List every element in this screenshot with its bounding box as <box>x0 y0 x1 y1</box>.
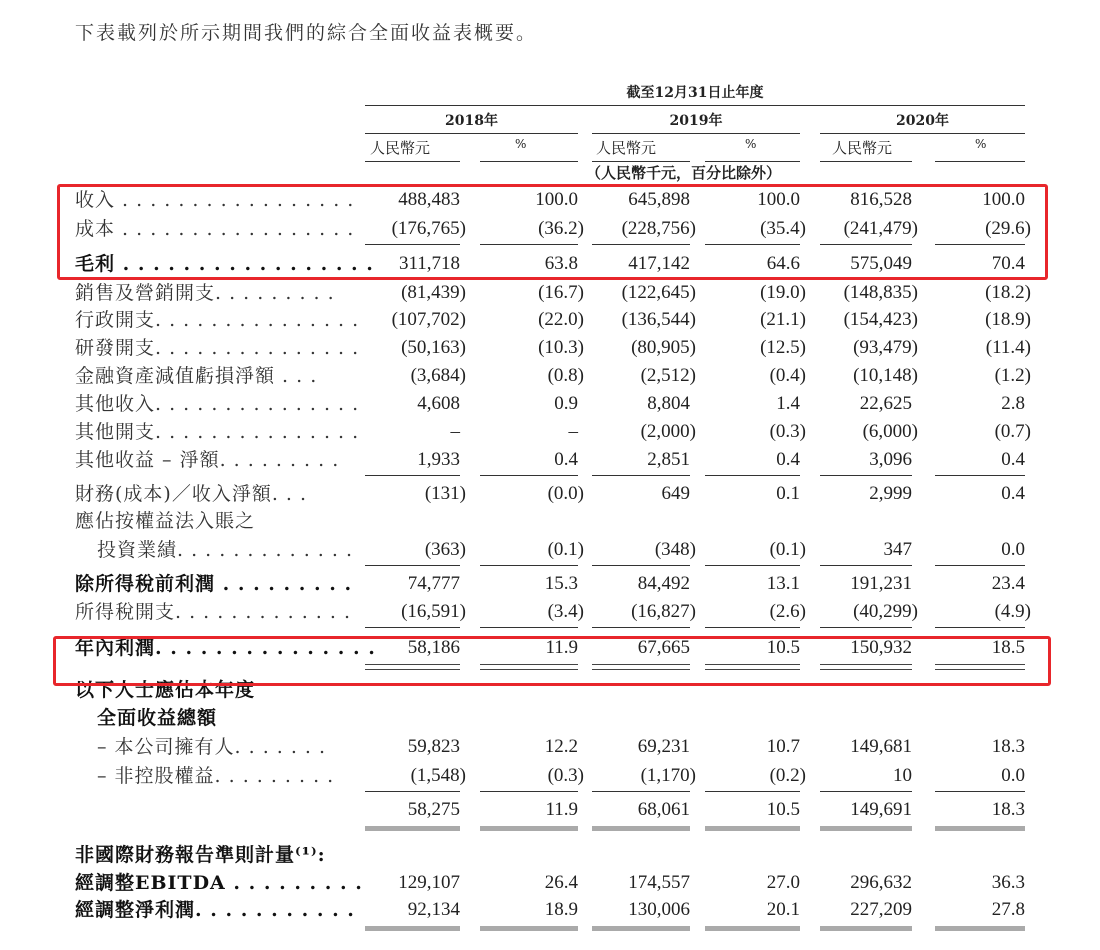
period-header: 截至12月31日止年度 <box>626 85 764 101</box>
percent-cell: (10.3) <box>538 337 584 358</box>
row-label: 其他收入. . . . . . . . . . . . . . . <box>75 393 360 415</box>
row-label: 經調整EBITDA . . . . . . . . . <box>75 872 363 894</box>
currency-2018: 人民幣元 <box>370 139 431 157</box>
percent-cell: 0.1 <box>776 483 800 504</box>
amount-cell: 645,898 <box>628 189 690 210</box>
amount-cell: 59,823 <box>407 736 460 757</box>
row-label: 收入 . . . . . . . . . . . . . . . . . <box>75 189 355 211</box>
thick-underline <box>705 926 800 931</box>
amount-cell: 130,006 <box>628 899 690 920</box>
amount-cell: 8,804 <box>647 393 690 414</box>
amount-cell: (136,544) <box>621 309 696 330</box>
percent-cell: 23.4 <box>991 573 1025 594</box>
percent-cell: 100.0 <box>535 189 578 210</box>
amount-cell: 92,134 <box>407 899 460 920</box>
amount-cell: (228,756) <box>621 218 696 239</box>
amount-cell: (107,702) <box>391 309 466 330</box>
highlight-box-gross-profit <box>57 184 1048 280</box>
single-underline <box>935 565 1025 566</box>
header-rule <box>365 105 1025 106</box>
percent-cell: (21.1) <box>760 309 806 330</box>
thick-underline <box>935 826 1025 831</box>
percent-cell: 13.1 <box>766 573 800 594</box>
single-underline <box>365 627 460 628</box>
amount-cell: 58,275 <box>407 799 460 820</box>
percent-cell: 100.0 <box>757 189 800 210</box>
row-label: 除所得稅前利潤 . . . . . . . . . <box>75 573 353 595</box>
amount-cell: (80,905) <box>631 337 696 358</box>
single-underline <box>480 627 578 628</box>
year-2020: 2020年 <box>896 113 949 129</box>
sub-rule <box>480 161 578 162</box>
single-underline <box>935 627 1025 628</box>
percent-cell: (12.5) <box>760 337 806 358</box>
percent-2019: % <box>745 137 757 151</box>
thick-underline <box>820 826 912 831</box>
thick-underline <box>935 926 1025 931</box>
percent-cell: 20.1 <box>766 899 800 920</box>
amount-cell: (348) <box>654 539 696 560</box>
percent-cell: (0.2) <box>769 765 806 786</box>
amount-cell: 84,492 <box>637 573 690 594</box>
single-underline <box>365 565 460 566</box>
row-label: 行政開支. . . . . . . . . . . . . . . <box>75 309 360 331</box>
amount-cell: 1,933 <box>417 449 460 470</box>
table-row <box>0 480 1100 508</box>
amount-cell: 74,777 <box>407 573 460 594</box>
percent-cell: (0.3) <box>547 765 584 786</box>
row-label: 銷售及營銷開支. . . . . . . . . <box>75 282 335 304</box>
single-underline <box>592 565 690 566</box>
table-row <box>0 279 1100 307</box>
amount-cell: 149,681 <box>850 736 912 757</box>
table-row <box>0 841 1100 869</box>
table-row <box>0 762 1100 790</box>
row-label: 全面收益總額 <box>97 707 218 729</box>
thick-underline <box>480 826 578 831</box>
percent-cell: (0.1) <box>547 539 584 560</box>
single-underline <box>820 565 912 566</box>
row-label: 應佔按權益法入賬之 <box>75 510 256 532</box>
table-row <box>0 507 1100 535</box>
percent-cell: 26.4 <box>544 872 578 893</box>
amount-cell: 227,209 <box>850 899 912 920</box>
percent-cell: 0.9 <box>554 393 578 414</box>
percent-cell: (18.2) <box>985 282 1031 303</box>
amount-cell: (176,765) <box>391 218 466 239</box>
single-underline <box>820 475 912 476</box>
row-label: 金融資產減值虧損淨額 . . . <box>75 365 318 387</box>
percent-cell: 18.5 <box>991 637 1025 658</box>
amount-cell: 67,665 <box>637 637 690 658</box>
single-underline <box>705 475 800 476</box>
percent-2018: % <box>515 137 527 151</box>
percent-cell: 1.4 <box>776 393 800 414</box>
amount-cell: 296,632 <box>850 872 912 893</box>
amount-cell: 68,061 <box>637 799 690 820</box>
percent-cell: (0.8) <box>547 365 584 386</box>
amount-cell: (122,645) <box>621 282 696 303</box>
percent-cell: 100.0 <box>982 189 1025 210</box>
percent-cell: 10.5 <box>766 799 800 820</box>
amount-cell: (3,684) <box>410 365 466 386</box>
percent-cell: – <box>568 421 578 442</box>
row-label: 財務(成本)／收入淨額. . . <box>75 483 308 505</box>
percent-cell: 11.9 <box>545 799 578 820</box>
percent-cell: (0.7) <box>994 421 1031 442</box>
amount-cell: 191,231 <box>850 573 912 594</box>
percent-cell: (36.2) <box>538 218 584 239</box>
thick-underline <box>705 826 800 831</box>
amount-cell: 575,049 <box>850 253 912 274</box>
percent-cell: (19.0) <box>760 282 806 303</box>
percent-cell: 0.4 <box>1001 483 1025 504</box>
row-label: 以下人士應佔本年度 <box>75 679 256 701</box>
row-label: – 本公司擁有人. . . . . . . <box>97 736 327 758</box>
thick-underline <box>365 826 460 831</box>
thick-underline <box>592 826 690 831</box>
single-underline <box>480 565 578 566</box>
amount-cell: 2,999 <box>869 483 912 504</box>
amount-cell: 816,528 <box>850 189 912 210</box>
currency-2020: 人民幣元 <box>832 139 893 157</box>
thick-underline <box>592 926 690 931</box>
percent-cell: (0.1) <box>769 539 806 560</box>
single-underline <box>820 627 912 628</box>
thick-underline <box>820 926 912 931</box>
sub-rule <box>365 161 460 162</box>
table-row <box>0 390 1100 418</box>
amount-cell: (241,479) <box>843 218 918 239</box>
percent-cell: 12.2 <box>544 736 578 757</box>
percent-cell: 15.3 <box>544 573 578 594</box>
percent-cell: (1.2) <box>994 365 1031 386</box>
amount-cell: 69,231 <box>637 736 690 757</box>
percent-cell: 0.0 <box>1001 765 1025 786</box>
single-underline <box>592 791 690 792</box>
table-row <box>0 869 1100 897</box>
year-2019: 2019年 <box>669 113 723 129</box>
amount-cell: 347 <box>883 539 912 560</box>
amount-cell: 2,851 <box>647 449 690 470</box>
percent-cell: 27.8 <box>991 899 1025 920</box>
amount-cell: (131) <box>424 483 466 504</box>
table-row <box>0 896 1100 924</box>
thick-underline <box>365 926 460 931</box>
single-underline <box>935 475 1025 476</box>
year-rule-2020 <box>820 133 1025 134</box>
year-rule-2019 <box>592 133 800 134</box>
amount-cell: (50,163) <box>401 337 466 358</box>
percent-cell: 18.9 <box>544 899 578 920</box>
row-label: 成本 . . . . . . . . . . . . . . . . . <box>75 218 355 240</box>
percent-cell: (35.4) <box>760 218 806 239</box>
year-rule-2018 <box>365 133 578 134</box>
table-row <box>0 418 1100 446</box>
table-row <box>0 796 1100 824</box>
amount-cell: (154,423) <box>843 309 918 330</box>
amount-cell: – <box>450 421 460 442</box>
amount-cell: 649 <box>661 483 690 504</box>
unit-note: （人民幣千元，百分比除外） <box>586 164 782 182</box>
amount-cell: 417,142 <box>628 253 690 274</box>
amount-cell: 149,691 <box>850 799 912 820</box>
percent-cell: (0.4) <box>769 365 806 386</box>
table-row <box>0 704 1100 732</box>
currency-2019: 人民幣元 <box>596 139 657 157</box>
table-row <box>0 306 1100 334</box>
amount-cell: (1,548) <box>410 765 466 786</box>
percent-cell: 0.4 <box>776 449 800 470</box>
single-underline <box>705 791 800 792</box>
single-underline <box>935 791 1025 792</box>
percent-cell: 0.0 <box>1001 539 1025 560</box>
row-label: 經調整淨利潤. . . . . . . . . . . <box>75 899 355 921</box>
row-label: 投資業績. . . . . . . . . . . . . <box>97 539 353 561</box>
percent-cell: 18.3 <box>991 736 1025 757</box>
amount-cell: 10 <box>893 765 912 786</box>
percent-cell: (0.0) <box>547 483 584 504</box>
row-label: 年內利潤. . . . . . . . . . . . . . . <box>75 637 376 659</box>
table-row <box>0 733 1100 761</box>
amount-cell: (40,299) <box>853 601 918 622</box>
amount-cell: 4,608 <box>417 393 460 414</box>
row-label: 所得稅開支. . . . . . . . . . . . . <box>75 601 351 623</box>
table-row <box>0 598 1100 626</box>
amount-cell: (81,439) <box>401 282 466 303</box>
percent-cell: (3.4) <box>547 601 584 622</box>
row-label: 其他開支. . . . . . . . . . . . . . . <box>75 421 360 443</box>
amount-cell: 174,557 <box>628 872 690 893</box>
single-underline <box>592 627 690 628</box>
percent-cell: (16.7) <box>538 282 584 303</box>
percent-cell: (18.9) <box>985 309 1031 330</box>
amount-cell: 129,107 <box>398 872 460 893</box>
amount-cell: (2,000) <box>640 421 696 442</box>
row-label: 非國際財務報告準則計量⁽¹⁾: <box>75 844 326 866</box>
single-underline <box>365 475 460 476</box>
row-label: 其他收益 – 淨額. . . . . . . . . <box>75 449 340 471</box>
table-row <box>0 362 1100 390</box>
percent-cell: 2.8 <box>1001 393 1025 414</box>
percent-cell: 36.3 <box>991 872 1025 893</box>
percent-cell: 18.3 <box>991 799 1025 820</box>
percent-cell: (22.0) <box>538 309 584 330</box>
amount-cell: (363) <box>424 539 466 560</box>
percent-cell: (0.3) <box>769 421 806 442</box>
amount-cell: 488,483 <box>398 189 460 210</box>
single-underline <box>480 791 578 792</box>
amount-cell: (2,512) <box>640 365 696 386</box>
percent-cell: 27.0 <box>766 872 800 893</box>
percent-cell: 0.4 <box>554 449 578 470</box>
percent-2020: % <box>975 137 987 151</box>
row-label: 研發開支. . . . . . . . . . . . . . . <box>75 337 360 359</box>
percent-cell: (2.6) <box>769 601 806 622</box>
highlight-box-net-profit <box>53 636 1051 686</box>
row-label: – 非控股權益. . . . . . . . . <box>97 765 335 787</box>
amount-cell: 150,932 <box>850 637 912 658</box>
table-row <box>0 536 1100 564</box>
year-2018: 2018年 <box>445 113 498 129</box>
amount-cell: (1,170) <box>640 765 696 786</box>
amount-cell: 3,096 <box>869 449 912 470</box>
amount-cell: (16,827) <box>631 601 696 622</box>
table-row <box>0 570 1100 598</box>
table-row <box>0 446 1100 474</box>
table-row <box>0 334 1100 362</box>
percent-cell: 64.6 <box>766 253 800 274</box>
amount-cell: (10,148) <box>853 365 918 386</box>
amount-cell: (6,000) <box>862 421 918 442</box>
amount-cell: 58,186 <box>407 637 460 658</box>
percent-cell: 10.5 <box>766 637 800 658</box>
single-underline <box>705 565 800 566</box>
amount-cell: (148,835) <box>843 282 918 303</box>
intro-text: 下表載列於所示期間我們的綜合全面收益表概要。 <box>75 22 538 44</box>
percent-cell: 11.9 <box>545 637 578 658</box>
sub-rule <box>820 161 912 162</box>
percent-cell: 10.7 <box>766 736 800 757</box>
percent-cell: (11.4) <box>985 337 1031 358</box>
percent-cell: 0.4 <box>1001 449 1025 470</box>
single-underline <box>480 475 578 476</box>
amount-cell: (93,479) <box>853 337 918 358</box>
amount-cell: 311,718 <box>398 253 460 274</box>
amount-cell: 22,625 <box>859 393 912 414</box>
percent-cell: (4.9) <box>994 601 1031 622</box>
percent-cell: 63.8 <box>544 253 578 274</box>
sub-rule <box>935 161 1025 162</box>
row-label: 毛利 . . . . . . . . . . . . . . . . . <box>75 253 374 275</box>
single-underline <box>820 791 912 792</box>
single-underline <box>705 627 800 628</box>
amount-cell: (16,591) <box>401 601 466 622</box>
thick-underline <box>480 926 578 931</box>
single-underline <box>592 475 690 476</box>
percent-cell: 70.4 <box>991 253 1025 274</box>
percent-cell: (29.6) <box>985 218 1031 239</box>
single-underline <box>365 791 460 792</box>
